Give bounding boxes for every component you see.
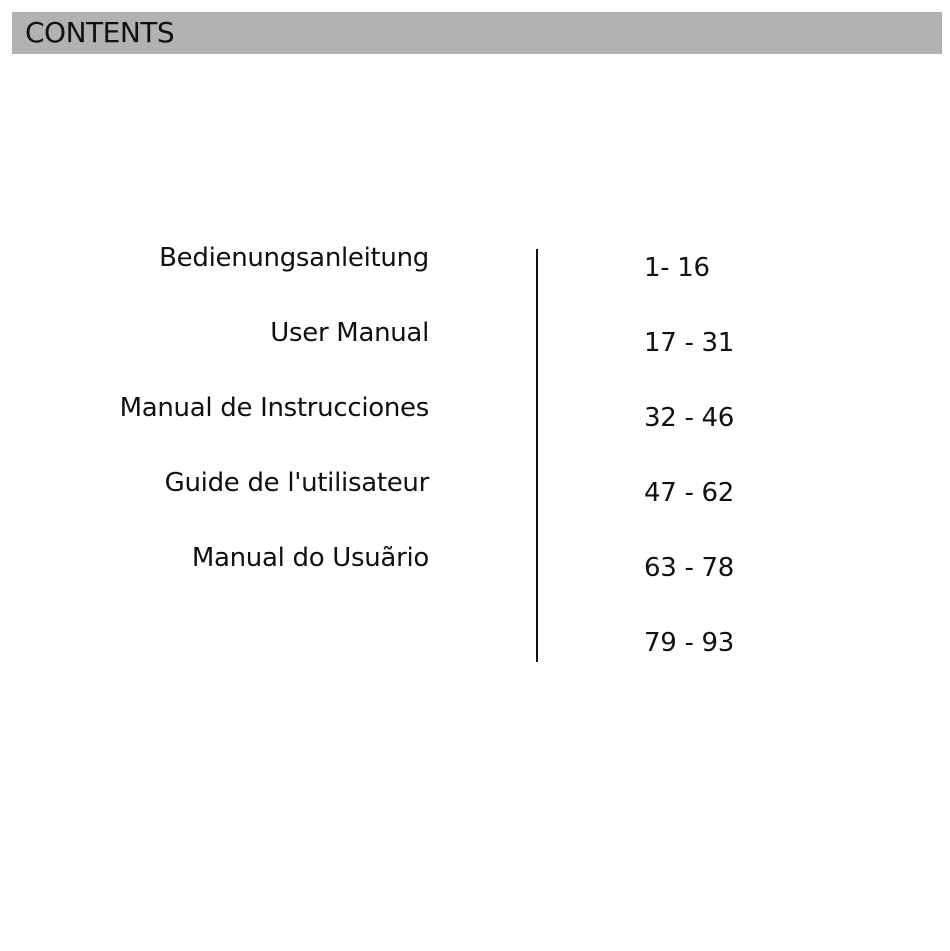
toc-title-item: Manual do Usuãrio [191, 543, 429, 573]
vertical-divider [536, 249, 538, 662]
page-title: CONTENTS [25, 16, 175, 49]
toc-title-item: Guide de l'utilisateur [164, 468, 429, 498]
toc-page-range: 47 - 62 [644, 478, 734, 508]
toc-title-list [29, 238, 429, 613]
contents-header-bar [12, 12, 942, 54]
toc-title-item: Manual de Instrucciones [119, 393, 429, 423]
toc-page-range-list [644, 248, 894, 698]
toc-page-range: 79 - 93 [644, 628, 734, 658]
toc-title-item: Bedienungsanleitung [159, 243, 429, 273]
toc-page-range: 1- 16 [644, 253, 710, 283]
toc-page-range: 32 - 46 [644, 403, 734, 433]
toc-page-range: 17 - 31 [644, 328, 734, 358]
toc-title-item: User Manual [270, 318, 429, 348]
toc-page-range: 63 - 78 [644, 553, 734, 583]
